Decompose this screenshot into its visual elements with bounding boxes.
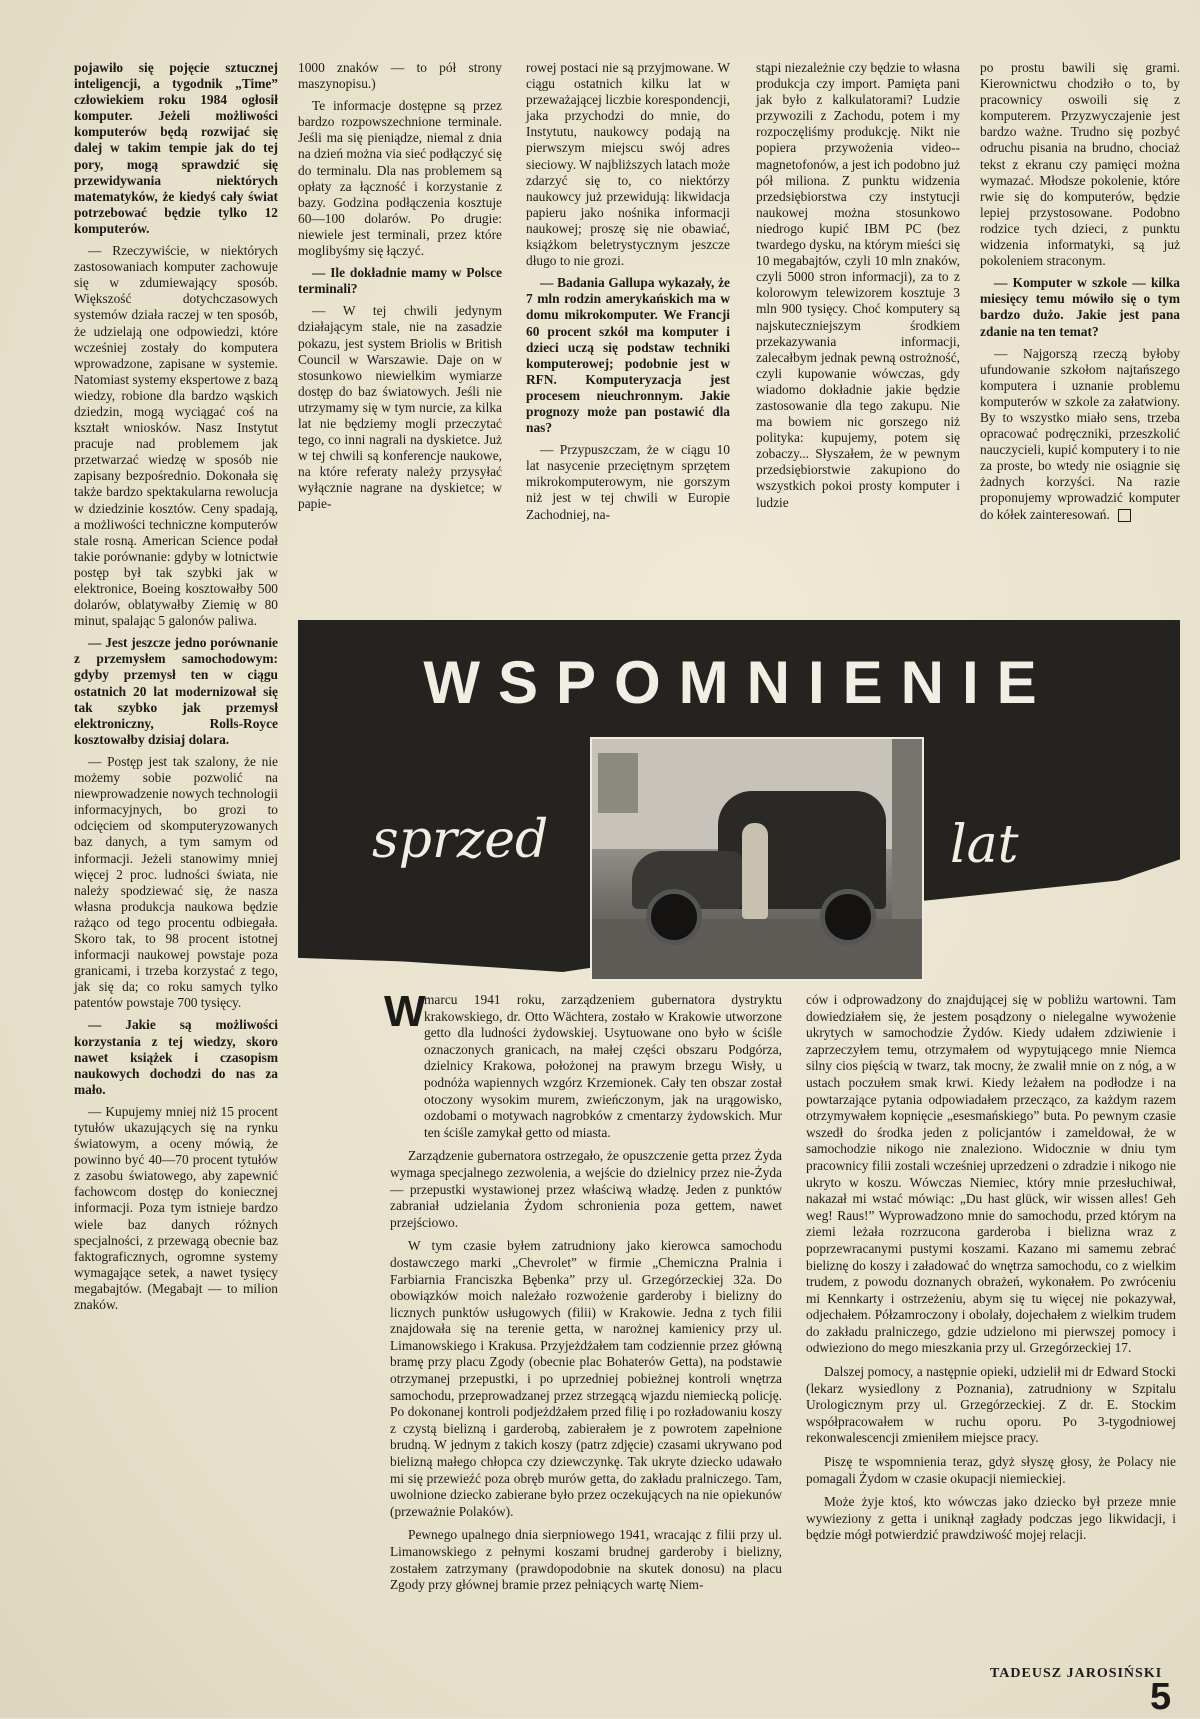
paragraph: — Jest jeszcze jedno porównanie z przemysłem samochodowym: gdyby przemysł ten w ciągu ostatnich 20 lat modernizował się tak szybko jak przemysł elektroniczny, Rolls-Royce kosztowałby dzisiaj dolara. — [74, 635, 278, 747]
paragraph — [980, 346, 1180, 523]
drop-cap: W — [384, 987, 426, 1036]
paragraph: — Komputer w szkole — kilka miesięcy temu mówiło się o tym bardzo dużo. Jakie jest pana zdanie na ten temat? — [980, 275, 1180, 339]
paragraph: — Postęp jest tak szalony, że nie możemy sobie pozwolić na niewprowadzenie nowych technologii informacyjnych, bo grozi to odcięciem od skomputeryzowanych baz danych, a tym samym od informacji. Jeżeli stanowimy mniej więcej 2 proc. ludności świata, nie należy spodziewać się, że nasza własna produkcja naukowa będzie rażąco od tego procentu odbiegała. Skoro tak, to 98 procent istotnej informacji naukowej powstaje poza granicami, i trzeba korzystać z tego, jak się da; co roku samych tylko patentów powstaje 700 tysięcy. — [74, 753, 278, 1011]
paragraph: — Rzeczywiście, w niektórych zastosowaniach komputer zachowuje się w zdumiewający sposób. Większość dotychczasowych systemów działa raczej w ten sposób, że udzielają one odpowiedzi, które wcześniej zostały do komputera wprowadzone, zapisane w systemie. Natomiast systemy ekspertowe z bazą wiedzy, robione dla bardzo wąskich dziedzin, mogą wyciągać coś na kształt wniosków. Nasz Instytut pracuje nad problemem jak przetwarzać wiedzę w sposób nie zapisany bezpośrednio. Dokonała się także bardzo spektakularna rewolucja w dziedzinie kosztów. Ceny spadają, a możliwości techniczne komputerów stale rosną. American Science podał takie porównanie: gdyby w lotnictwie postęp był tak szybki jak w elektronice, Boeing kosztowałby 500 dolarów, oblatywałby Ziemię w 80 minut, spalając 5 galonów paliwa. — [74, 243, 278, 629]
page-number: 5 — [1150, 1676, 1172, 1718]
author-byline: TADEUSZ JAROSIŃSKI — [990, 1666, 1163, 1681]
paragraph: 1000 znaków — to pół strony maszynopisu.) — [298, 60, 502, 92]
interview-column-4 — [756, 60, 960, 517]
paragraph: Piszę te wspomnienia teraz, gdyż słyszę głosy, że Polacy nie pomagali Żydom w czasie okupacji niemieckiej. — [806, 1454, 1176, 1486]
headline-script-right: lat — [950, 815, 1019, 875]
paragraph: — Jakie są możliwości korzystania z tej wiedzy, skoro nawet książek i czasopism naukowych dochodzi do nas za mało. — [74, 1017, 278, 1097]
paragraph: Dalszej pomocy, a następnie opieki, udzielił mi dr Edward Stocki (lekarz wysiedlony z Poznania), zatrudniony w Szpitalu Urologicznym przy ul. Grzegórzeckiej. Z dr. E. Stockim współpracowałem w ruchu oporu. Po 3-tygodniowej rekonwalescencji zmieniłem miejsce pracy. — [806, 1364, 1176, 1446]
paragraph: — Przypuszczam, że w ciągu 10 lat nasycenie przeciętnym sprzętem mikrokomputerowym, nie gorszym niż jest w tej chwili w Europie Zachodniej, na- — [526, 442, 730, 522]
delivery-van-photo — [590, 737, 924, 981]
paragraph: W tym czasie byłem zatrudniony jako kierowca samochodu dostawczego marki „Chevrolet” w firmie „Chemiczna Pralnia i Farbiarnia Franciszka Bębenka” przy ul. Grzegórzeckiej 32a. Do obowiązków moich należało rozwożenie garderoby i bielizny do licznych punktów usługowych (filii) w Krakowie. Jedna z tych filii znajdowała się na terenie getta, w narożnej kamienicy przy ul. Limanowskiego i Krakusa. Przyjeżdżałem tam codziennie przez główną bramę przy placu Zgody (obecnie plac Bohaterów Getta), na podstawie otrzymanej przepustki, i po uprzedniej pobieżnej kontroli wnętrza samochodu, przeprowadzanej przez strzegącą wjazdu niemiecką policję. Po dokonanej kontroli podjeżdżałem przed filię i po rozładowaniu koszy z czystą bielizną i garderobą, zabierałem je z powrotem zapełnione brudną. W jednym z takich koszy (patrz zdjęcie) czasami ukrywano pod bielizną małego chłopca czy dziewczynkę. Tak ukryte dziecko udawało mi się przewieźć poza obręb murów getta, do zakładu pralniczego. Tam, uwolnione dziecko zabierane było przez oczekujących na nie opiekunów (przeważnie Polaków). — [390, 1238, 782, 1519]
interview-column-2 — [298, 60, 502, 519]
paragraph-text: — Najgorszą rzeczą byłoby ufundowanie szkołom najtańszego komputera i uznanie problemu komputerów w szkole za załatwiony. By to wszystko miało sens, trzeba opracować podręczniki, przeszkolić nauczycieli, kupić komputery i to nie za proste, bo wtedy nie osiągnie się żadnych korzyści. Na razie proponujemy wprowadzić komputer do kółek zainteresowań. — [980, 345, 1180, 522]
paragraph: po prostu bawili się grami. Kierownictwu chodziło o to, by pracownicy oswoili się z komputerem. Przyzwyczajenie jest bardzo ważne. Trudno się pozbyć odruchu pisania na brudno, chociaż tekst z ekranu czy pamięci można wymazać. Młodsze pokolenie, które rwie się do komputerów, będzie lepiej przystosowane. Podobno rodzice tych dzieci, z punktu widzenia informatyki, są już pokoleniem straconym. — [980, 60, 1180, 269]
paragraph: Zarządzenie gubernatora ostrzegało, że opuszczenie getta przez Żyda wymaga specjalnego zezwolenia, a wejście do dzielnicy przez nie-Żyda — przepustki wystawionej przez właściwą władzę. Jeden z punktów zabraniał udzielania Żydom schronienia poza gettem, nawet przejściowo. — [390, 1148, 782, 1230]
interview-column-3 — [526, 60, 730, 529]
paragraph: Może żyje ktoś, kto wówczas jako dziecko był przeze mnie wywieziony z getta i uniknął zagłady podczas jego likwidacji, i będzie mógł potwierdzić prawdziwość mojej relacji. — [806, 1494, 1176, 1543]
paragraph: — Badania Gallupa wykazały, że 7 mln rodzin amerykańskich ma w domu mikrokomputer. We Francji 60 procent szkół ma komputer i dzieci uczą się podstaw techniki komputerowej; podobnie jest w RFN. Komputeryzacja jest procesem nieuchronnym. Jakie prognozy może pan postawić dla nas? — [526, 275, 730, 436]
end-of-article-mark — [1118, 509, 1131, 522]
photo-van-front-wheel — [646, 889, 702, 945]
paragraph: rowej postaci nie są przyjmowane. W ciągu ostatnich kilku lat w przeważającej liczbie korespondencji, jaka przychodzi do mnie, do Instytutu, naukowcy podają na pierwszym miejscu swój adres sieciowy. W najbliższych latach może zdarzyć się to, co niektórzy naukowcy już przewidują: likwidacja papieru jako nośnika informacji naukowej; proszę się nie obawiać, książkom beletrystycznym jeszcze długo to nie grozi. — [526, 60, 730, 269]
headline-title: WSPOMNIENIE — [423, 649, 1055, 716]
memoir-column-2 — [806, 992, 1176, 1551]
paragraph: ców i odprowadzony do znajdującej się w pobliżu wartowni. Tam dowiedziałem się, że jestem posądzony o nielegalne wywożenie ukrytych w samochodzie Żydów. Kiedy udałem zdziwienie i zaprzeczyłem temu, otrzymałem od wypytującego mnie Niemca silny cios pięścią w twarz, tak mocny, że zwalił mnie on z nóg, a w ustach poczułem smak krwi. Kiedy leżałem na podłodze i na powtarzające pytania odpowiadałem przecząco, za każdym razem otrzymywałem kopnięcie „esesmańskiego” buta. Po pewnym czasie wszedł do środka jeden z policjantów i zameldował, że w samochodzie nikogo nie znaleziono. Widocznie w dniu tym pracownicy filii zostali wcześniej uprzedzeni o zdradzie i nikogo nie ukryto w koszu. Wówczas Niemiec, który mnie przesłuchiwał, nakazał mi wstać mówiąc: „Du hast glück, wir wissen alles! Geh weg! Raus!” Wyprowadzono mnie do samochodu, przed którym na ziemi leżała rozrzucona garderoba i bielizna wraz z poprzewracanymi pustymi koszami. Kazano mi samemu zebrać bieliznę do koszy i załadować do wnętrza samochodu, co z wielkim trudem, z powodu doznanych obrażeń, wykonałem. Po zwróceniu mi Kennkarty i ostrzeżeniu, abym się tu więcej nie pokazywał, odjechałem. Półzamroczony i obolały, dojechałem z wielkim trudem do zakładu pralniczego, gdzie udzielono mi pierwszej pomocy i odwieziono do mego mieszkania przy ul. Grzegórzeckiej 17. — [806, 992, 1176, 1356]
paragraph: Te informacje dostępne są przez bardzo rozpowszechnione terminale. Jeśli ma się pieniądze, niemal z dnia na dzień można via sieć podłączyć się do terminalu. Dla nas problemem są opłaty za łączność i korzystanie z bazy. Godzina podłączenia kosztuje 60—100 dolarów. Po drugie: niewiele jest terminali, przez które moglibyśmy się łączyć. — [298, 98, 502, 259]
paragraph: pojawiło się pojęcie sztucznej inteligencji, a tygodnik „Time” człowiekiem roku 1984 ogłosił komputer. Jeżeli możliwości komputerów będą rozwijać się dalej w takim tempie jak do tej pory, mogą sprawdzić się przewidywania niektórych matematyków, że kiedyś cały świat potrzebować będzie tylko 12 komputerów. — [74, 60, 278, 236]
photo-window — [598, 753, 638, 813]
photo-van-rear-wheel — [820, 889, 876, 945]
paragraph: — W tej chwili jedynym działającym stale, nie na zasadzie pokazu, jest system Briolis w British Council w Warszawie. Daje on w stosunkowo niewielkim wymiarze dostęp do baz światowych. Jeśli nie utrzymamy się w tym nurcie, za kilka lat nie będziemy mogli przeczytać tego, co inni nagrali na dyskietce. Już w tej chwili są konferencje naukowe, na które referaty należy przysyłać wyłącznie nagrane na dyskietce; w papie- — [298, 303, 502, 512]
paragraph: — Ile dokładnie mamy w Polsce terminali? — [298, 265, 502, 297]
interview-column-5 — [980, 60, 1180, 529]
photo-person — [742, 823, 768, 919]
photo-tree — [892, 739, 922, 919]
headline-script-left: sprzed — [372, 810, 549, 870]
paragraph: marcu 1941 roku, zarządzeniem gubernatora dystryktu krakowskiego, dr. Otto Wächtera, zostało w Krakowie utworzone getto dla ludności żydowskiej. Usytuowane ono było w ściśle oznaczonych granicach, na małej części obszaru Podgórza, dzielnicy Krakowa, położonej na prawym brzegu Wisły, u podnóża wapiennych wzgórz Krzemionek. Cały ten obszar został otoczony wysokim murem, zwieńczonym, jak na urągowisko, ozdobami o motywach nagrobków z cmentarzy żydowskich. Mur ten ściśle zamykał getto od miasta. — [424, 992, 782, 1140]
memoir-column-1 — [390, 992, 782, 1601]
interview-column-1 — [74, 60, 278, 1319]
paragraph: stąpi niezależnie czy będzie to własna produkcja czy import. Pamięta pani jak było z kalkulatorami? Ludzie przywozili z Zachodu, potem i my rozpoczęliśmy produkcję. Nikt nie popiera przywożenia video--magnetofonów, a jest ich podobno już pół miliona. Z punktu widzenia przedsiębiorstwa czy instytucji naukowej można stosunkowo niedrogo kupić IBM PC (bez twardego dysku, na którym mieści się 10 megabajtów, czyli 10 mln znaków, czyli 5000 stron informacji), za to z kolorowym telewizorem kosztuje 3 mln 900 tysięcy. Choć komputery są najskuteczniejszym środkiem przekazywania informacji, zalecałbym jednak pewną ostrożność, czyli kupowanie wówczas, gdy wiadomo dokładnie jakie będzie zastosowanie dla tego zakupu. Nie ma bowiem nic gorszego niż polityka: kupujemy, potem się zobaczy... Słyszałem, że w pewnym przedsiębiorstwie zakupiono do wszystkich pokoi prosty komputer i ludzie — [756, 60, 960, 510]
paragraph: Pewnego upalnego dnia sierpniowego 1941, wracając z filii przy ul. Limanowskiego z pełnymi koszami brudnej garderoby i bielizny, zostałem zatrzymany (prawdopodobnie na skutek donosu) na placu Zgody przy głównej bramie przez pełniących wartę Niem- — [390, 1527, 782, 1593]
paragraph: — Kupujemy mniej niż 15 procent tytułów ukazujących się na rynku światowym, a oceny mówią, że powinno być 40—70 procent tytułów z zasobu światowego, aby zapewnić fachowcom dostęp do koniecznej informacji. Poza tym istnieje bardzo wiele baz danych różnych specjalności, z przewagą obecnie baz faktograficznych, ogromne systemy wymagające setek, a nawet tysięcy megabajtów. (Megabajt — to milion znaków. — [74, 1103, 278, 1313]
